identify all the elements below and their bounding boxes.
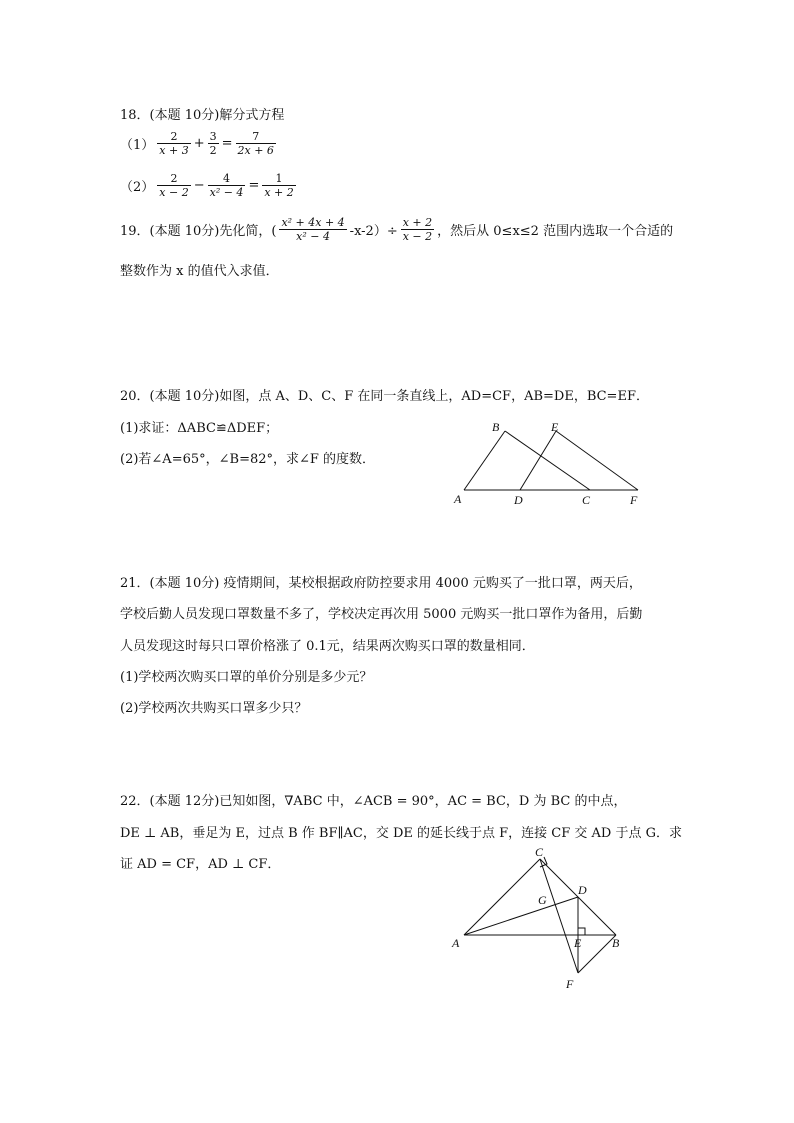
equals-sign: = <box>248 178 260 193</box>
q20-figure <box>450 415 650 510</box>
label-b: B <box>612 936 620 950</box>
segment-cf <box>540 859 578 973</box>
numerator: 4 <box>223 172 231 185</box>
q18-p2-fraction-1 <box>157 172 190 199</box>
operator: − <box>193 178 205 193</box>
q22-line2: DE ⊥ AB，垂足为 E，过点 B 作 BF∥AC，交 DE 的延长线于点 F，连接 CF 交 AD 于点 G．求 <box>120 826 682 841</box>
q20-line2: (1)求证：ΔABC≌ΔDEF； <box>120 421 279 436</box>
numerator: x + 2 <box>402 216 433 229</box>
denominator: x + 3 <box>159 144 189 157</box>
segment-ac <box>464 859 540 935</box>
operator: + <box>193 136 205 151</box>
q19-fraction-1 <box>279 216 346 243</box>
denominator: x² − 4 <box>296 230 330 243</box>
q18-title: 18．(本题 10分)解分式方程 <box>120 108 285 123</box>
q21-line3: 人员发现这时每只口罩价格涨了 0.1元，结果两次购买口罩的数量相同． <box>120 639 535 654</box>
q19-middle: -x-2）÷ <box>349 224 398 239</box>
q18-part1-label: （1） <box>120 138 155 153</box>
q21-line4: (1)学校两次购买口罩的单价分别是多少元？ <box>120 670 373 685</box>
denominator: 2x + 6 <box>237 144 274 157</box>
label-d: D <box>578 883 587 897</box>
denominator: x² − 4 <box>209 186 244 199</box>
q18-p1-fraction-2 <box>208 130 219 157</box>
segment-ef <box>556 431 638 490</box>
numerator: 1 <box>275 172 283 185</box>
segment-bc <box>505 431 590 490</box>
numerator: 2 <box>170 130 178 143</box>
label-f: F <box>630 493 638 507</box>
label-g: G <box>538 893 547 907</box>
q21-line5: (2)学校两次共购买口罩多少只？ <box>120 701 308 716</box>
right-angle-mark-e <box>578 928 585 935</box>
q19-line2: 整数作为 x 的值代入求值． <box>120 264 279 279</box>
label-b: B <box>492 420 500 434</box>
denominator: x + 2 <box>264 186 294 199</box>
label-d: D <box>514 493 523 507</box>
q18-p1-fraction-3 <box>236 130 276 157</box>
q20-line3: (2)若∠A=65°，∠B=82°，求∠F 的度数． <box>120 452 376 467</box>
q19-suffix: ，然后从 0≤x≤2 范围内选取一个合适的 <box>437 224 674 239</box>
numerator: x² + 4x + 4 <box>281 216 345 229</box>
q21-line2: 学校后勤人员发现口罩数量不多了，学校决定再次用 5000 元购买一批口罩作为备用，后勤 <box>120 607 643 622</box>
q18-part2-equation <box>120 172 299 199</box>
q19-prefix: 19．(本题 10分)先化简，( <box>120 224 277 239</box>
label-e: E <box>574 936 582 950</box>
q18-p2-fraction-3 <box>262 172 295 199</box>
segment-de <box>520 431 556 490</box>
label-c: C <box>582 493 591 507</box>
numerator: 7 <box>252 130 260 143</box>
q19-line1 <box>120 216 673 243</box>
denominator: x − 2 <box>159 186 189 199</box>
segment-ab <box>464 431 505 490</box>
denominator: 2 <box>209 144 217 157</box>
q20-line1: 20．(本题 10分)如图，点 A、D、C、F 在同一条直线上，AD=CF，AB=DE，BC=EF． <box>120 389 649 404</box>
label-c: C <box>535 845 544 859</box>
equals-sign: = <box>221 136 233 151</box>
q22-line1: 22．(本题 12分)已知如图，∇ABC 中，∠ACB = 90°，AC = BC，D 为 BC 的中点， <box>120 794 627 809</box>
segment-bf <box>578 935 616 973</box>
label-a: A <box>454 492 462 506</box>
q18-p1-fraction-1 <box>157 130 190 157</box>
numerator: 3 <box>209 130 217 143</box>
q18-p2-fraction-2 <box>208 172 246 199</box>
denominator: x − 2 <box>402 230 433 243</box>
q18-part1-equation <box>120 130 279 157</box>
q18-part2-label: （2） <box>120 180 155 195</box>
numerator: 2 <box>170 172 178 185</box>
segment-ad <box>464 897 578 935</box>
q22-figure <box>450 842 630 992</box>
q19-fraction-2 <box>401 216 434 243</box>
q22-line3: 证 AD = CF，AD ⊥ CF． <box>120 857 281 872</box>
q21-line1: 21．(本题 10分) 疫情期间，某校根据政府防控要求用 4000 元购买了一批口罩，两天后， <box>120 576 642 591</box>
label-a: A <box>452 936 460 950</box>
label-f: F <box>566 977 574 991</box>
label-e: E <box>551 420 559 434</box>
